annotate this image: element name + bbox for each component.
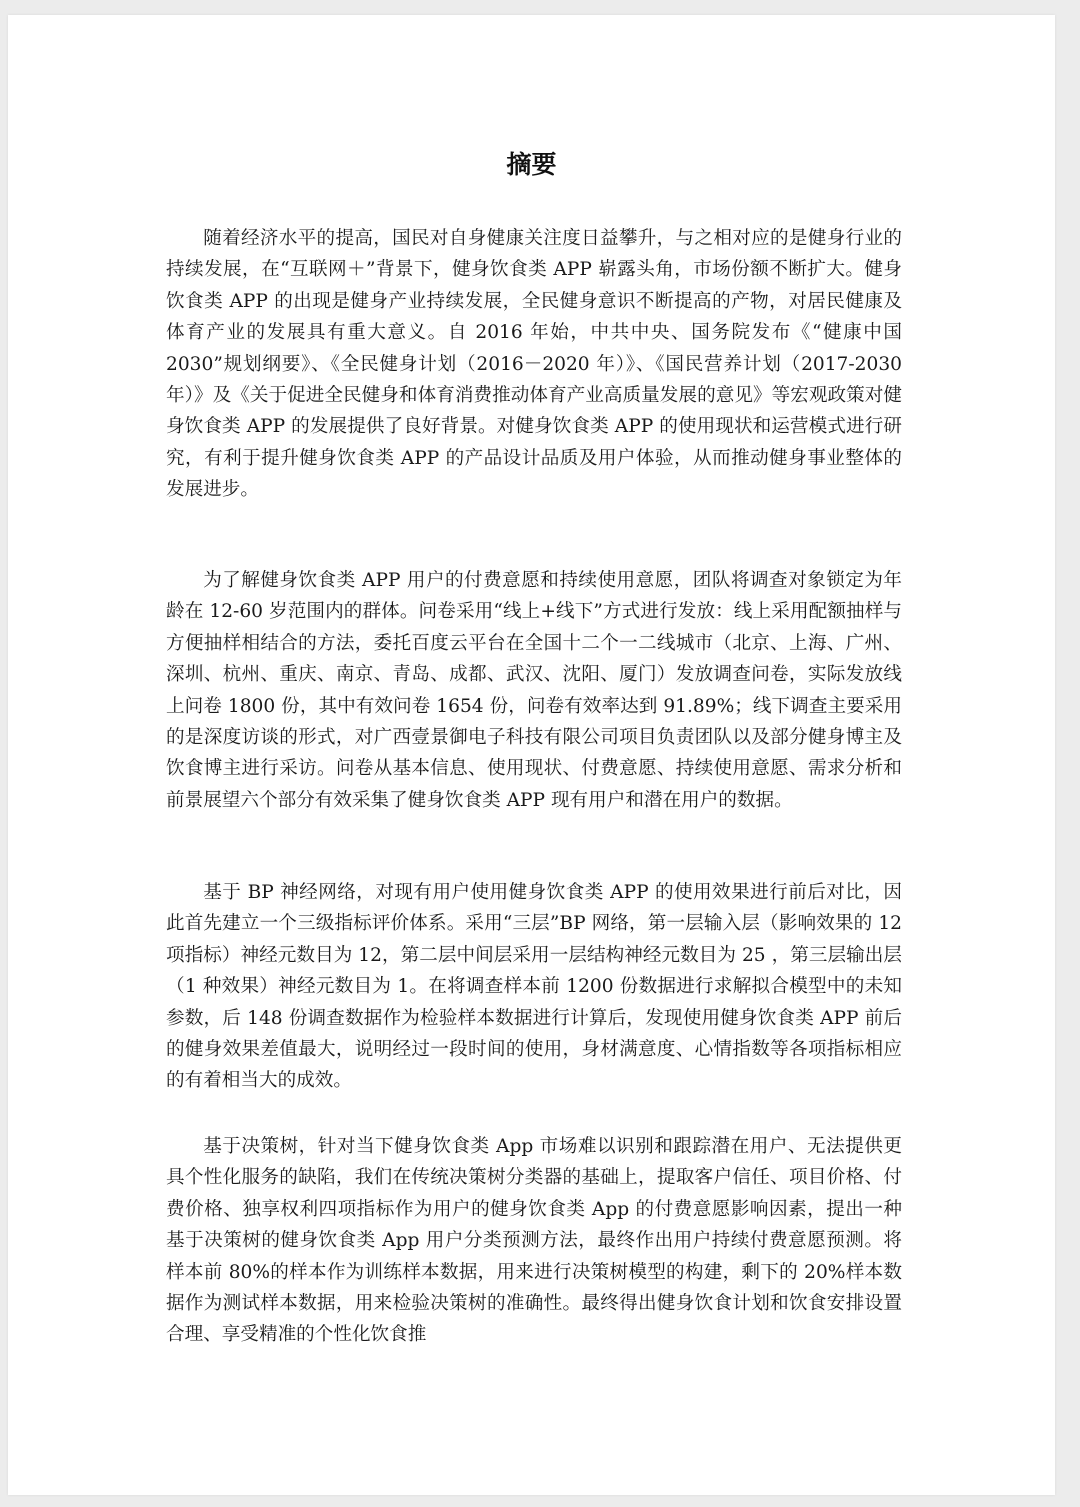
paragraph-bp-network: 基于 BP 神经网络，对现有用户使用健身饮食类 APP 的使用效果进行前后对比，因此首先建立一个三级指标评价体系。采用“三层”BP 网络，第一层输入层（影响效果的 12 项指标）神经元数目为 12，第二层中间层采用一层结构神经元数目为 25 ，第三层输出层（1 种效果）神经元数目为 1。在将调查样本前 1200 份数据进行求解拟合模型中的未知参数，后 148 份调查数据作为检验样本数据进行计算后，发现使用健身饮食类 APP 前后的健身效果差值最大，说明经过一段时间的使用，身材满意度、心情指数等各项指标相应的有着相当大的成效。: [166, 882, 902, 1092]
document-page: [8, 15, 1055, 1495]
page-title: 摘要: [506, 150, 557, 179]
paragraph-survey: 为了解健身饮食类 APP 用户的付费意愿和持续使用意愿，团队将调查对象锁定为年龄在 12-60 岁范围内的群体。问卷采用“线上+线下”方式进行发放：线上采用配额抽样与方便抽样相结合的方法，委托百度云平台在全国十二个一二线城市（北京、上海、广州、深圳、杭州、重庆、南京、青岛、成都、武汉、沈阳、厦门）发放调查问卷，实际发放线上问卷 1800 份，其中有效问卷 1654 份，问卷有效率达到 91.89%；线下调查主要采用的是深度访谈的形式，对广西壹景御电子科技有限公司项目负责团队以及部分健身博主及饮食博主进行采访。问卷从基本信息、使用现状、付费意愿、持续使用意愿、需求分析和前景展望六个部分有效采集了健身饮食类 APP 现有用户和潜在用户的数据。: [166, 570, 902, 811]
paragraph-decision-tree: 基于决策树，针对当下健身饮食类 App 市场难以识别和跟踪潜在用户、无法提供更具个性化服务的缺陷，我们在传统决策树分类器的基础上，提取客户信任、项目价格、付费价格、独享权利四项指标作为用户的健身饮食类 App 的付费意愿影响因素，提出一种基于决策树的健身饮食类 App 用户分类预测方法，最终作出用户持续付费意愿预测。将样本前 80%的样本作为训练样本数据，用来进行决策树模型的构建，剩下的 20%样本数据作为测试样本数据，用来检验决策树的准确性。最终得出健身饮食计划和饮食安排设置合理、享受精准的个性化饮食推: [166, 1136, 902, 1346]
paragraph-background: 随着经济水平的提高，国民对自身健康关注度日益攀升，与之相对应的是健身行业的持续发展，在“互联网＋”背景下，健身饮食类 APP 崭露头角，市场份额不断扩大。健身饮食类 APP 的出现是健身产业持续发展，全民健身意识不断提高的产物，对居民健康及体育产业的发展具有重大意义。自 2016 年始，中共中央、国务院发布《“健康中国 2030”规划纲要》、《全民健身计划（2016－2020 年）》、《国民营养计划（2017-2030 年）》及《关于促进全民健身和体育消费推动体育产业高质量发展的意见》等宏观政策对健身饮食类 APP 的发展提供了良好背景。对健身饮食类 APP 的使用现状和运营模式进行研究，有利于提升健身饮食类 APP 的产品设计品质及用户体验，从而推动健身事业整体的发展进步。: [166, 228, 902, 501]
